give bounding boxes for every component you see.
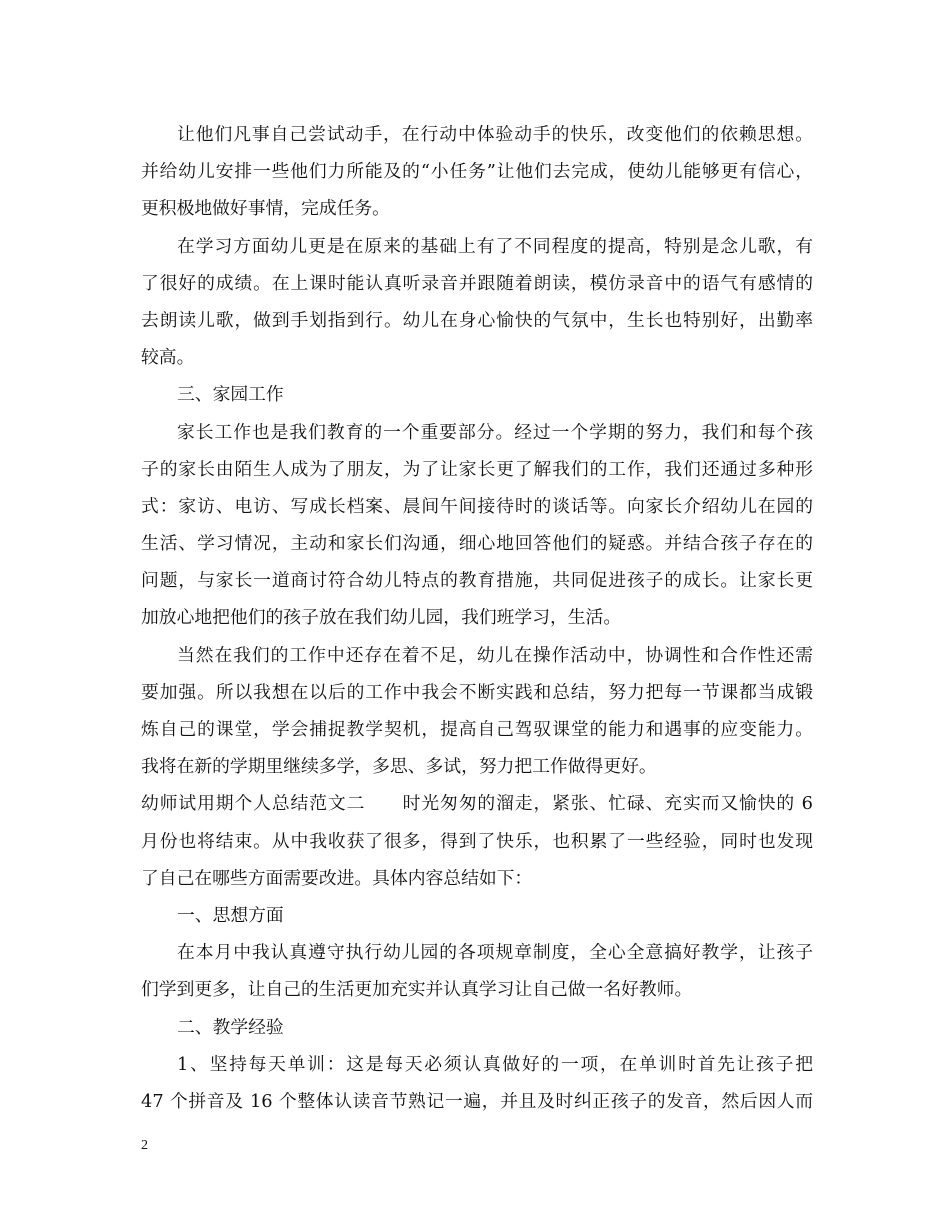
text-line: 较高。	[141, 347, 195, 369]
text-line: 我将在新的学期里继续多学，多思、多试，努力把工作做得更好。	[141, 756, 657, 778]
text-line: 在本月中我认真遵守执行幼儿园的各项规章制度，全心全意搞好教学，让孩子	[177, 942, 813, 964]
text-line: 三、家园工作	[177, 384, 284, 406]
text-line: 了很好的成绩。在上课时能认真听录音并跟随着朗读，模仿录音中的语气有感情的	[141, 272, 813, 294]
text-line: 加放心地把他们的孩子放在我们幼儿园，我们班学习，生活。	[141, 607, 622, 629]
document-body	[141, 116, 813, 1120]
text-line: 二、教学经验	[177, 1016, 284, 1038]
text-line: 让他们凡事自己尝试动手，在行动中体验动手的快乐，改变他们的依赖思想。	[177, 124, 813, 145]
text-line: 了自己在哪些方面需要改进。具体内容总结如下：	[141, 867, 533, 889]
text-line: 生活、学习情况，主动和家长们沟通，细心地回答他们的疑惑。并结合孩子存在的	[141, 533, 813, 555]
text-line: 1、坚持每天单训：这是每天必须认真做好的一项，在单训时首先让孩子把	[177, 1053, 813, 1075]
text-line: 更积极地做好事情，完成任务。	[141, 198, 390, 220]
text-line: 当然在我们的工作中还存在着不足，幼儿在操作活动中，协调性和合作性还需	[177, 644, 813, 666]
text-line: 家长工作也是我们教育的一个重要部分。经过一个学期的努力，我们和每个孩	[177, 421, 813, 443]
text-line: 子的家长由陌生人成为了朋友，为了让家长更了解我们的工作，我们还通过多种形	[141, 458, 813, 480]
text-line: 们学到更多，让自己的生活更加充实并认真学习让自己做一名好教师。	[141, 979, 693, 1001]
text-line: 幼师试用期个人总结范文二 时光匆匆的溜走，紧张、忙碌、充实而又愉快的 6	[141, 793, 813, 815]
text-line: 47 个拼音及 16 个整体认读音节熟记一遍，并且及时纠正孩子的发音，然后因人而	[141, 1090, 813, 1112]
text-line: 一、思想方面	[177, 904, 284, 926]
text-line: 炼自己的课堂，学会捕捉教学契机，提高自己驾驭课堂的能力和遇事的应变能力。	[141, 719, 813, 740]
text-line: 式：家访、电访、写成长档案、晨间午间接待时的谈话等。向家长介绍幼儿在园的	[141, 495, 813, 517]
text-line: 要加强。所以我想在以后的工作中我会不断实践和总结，努力把每一节课都当成锻	[141, 681, 813, 703]
page-number: 2	[141, 1138, 148, 1153]
text-line: 并给幼儿安排一些他们力所能及的“小任务”让他们去完成，使幼儿能够更有信心，	[141, 161, 813, 183]
text-line: 去朗读儿歌，做到手划指到行。幼儿在身心愉快的气氛中，生长也特别好，出勤率	[141, 309, 813, 331]
text-line: 在学习方面幼儿更是在原来的基础上有了不同程度的提高，特别是念儿歌，有	[177, 235, 813, 257]
text-line: 月份也将结束。从中我收获了很多，得到了快乐，也积累了一些经验，同时也发现	[141, 830, 813, 852]
text-line: 问题，与家长一道商讨符合幼儿特点的教育措施，共同促进孩子的成长。让家长更	[141, 570, 813, 592]
